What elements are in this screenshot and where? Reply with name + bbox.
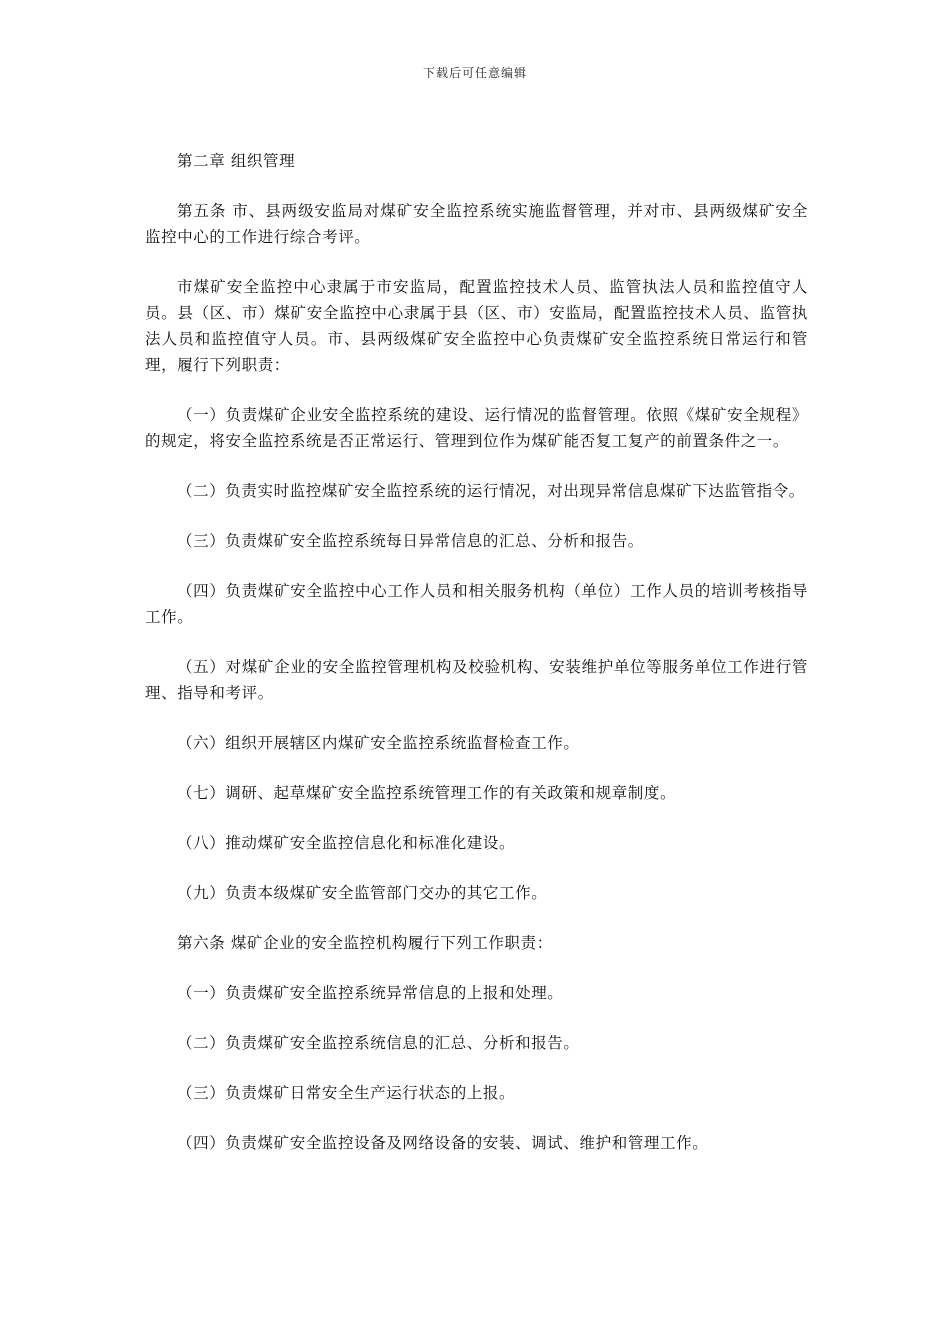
page-header: 下载后可任意编辑: [422, 66, 527, 80]
paragraph-monitoring-center: 市煤矿安全监控中心隶属于市安监局，配置监控技术人员、监管执法人员和监控值守人员。县（区、市）煤矿安全监控中心隶属于县（区、市）安监局，配置监控技术人员、监管执法人员和监控值守人员。市、县两级煤矿安全监控中心负责煤矿安全监控系统日常运行和管理，履行下列职责：: [145, 278, 808, 374]
duty-item-3: （三）负责煤矿安全监控系统每日异常信息的汇总、分析和报告。: [177, 532, 644, 550]
duty-item-5: （五）对煤矿企业的安全监控管理机构及校验机构、安装维护单位等服务单位工作进行管理、指导和考评。: [145, 658, 808, 702]
duty-item-1: （一）负责煤矿企业安全监控系统的建设、运行情况的监督管理。依照《煤矿安全规程》的规定，将安全监控系统是否正常运行、管理到位作为煤矿能否复工复产的前置条件之一。: [145, 406, 808, 450]
duty-item-8: （八）推动煤矿安全监控信息化和标准化建设。: [177, 834, 516, 852]
duty-item-9: （九）负责本级煤矿安全监管部门交办的其它工作。: [177, 884, 548, 902]
chapter-title: 第二章 组织管理: [177, 152, 296, 170]
enterprise-duty-item-3: （三）负责煤矿日常安全生产运行状态的上报。: [177, 1084, 516, 1102]
article-5: 第五条 市、县两级安监局对煤矿安全监控系统实施监督管理，并对市、县两级煤矿安全监控中心的工作进行综合考评。: [145, 202, 808, 246]
enterprise-duty-item-1: （一）负责煤矿安全监控系统异常信息的上报和处理。: [177, 984, 564, 1002]
duty-item-7: （七）调研、起草煤矿安全监控系统管理工作的有关政策和规章制度。: [177, 784, 677, 802]
enterprise-duty-item-4: （四）负责煤矿安全监控设备及网络设备的安装、调试、维护和管理工作。: [177, 1134, 709, 1152]
duty-item-6: （六）组织开展辖区内煤矿安全监控系统监督检查工作。: [177, 734, 580, 752]
enterprise-duty-item-2: （二）负责煤矿安全监控系统信息的汇总、分析和报告。: [177, 1034, 580, 1052]
duty-item-2: （二）负责实时监控煤矿安全监控系统的运行情况，对出现异常信息煤矿下达监管指令。: [177, 482, 805, 500]
article-6: 第六条 煤矿企业的安全监控机构履行下列工作职责：: [177, 934, 553, 952]
duty-item-4: （四）负责煤矿安全监控中心工作人员和相关服务机构（单位）工作人员的培训考核指导工作。: [145, 582, 808, 626]
document-body: [145, 148, 808, 1180]
